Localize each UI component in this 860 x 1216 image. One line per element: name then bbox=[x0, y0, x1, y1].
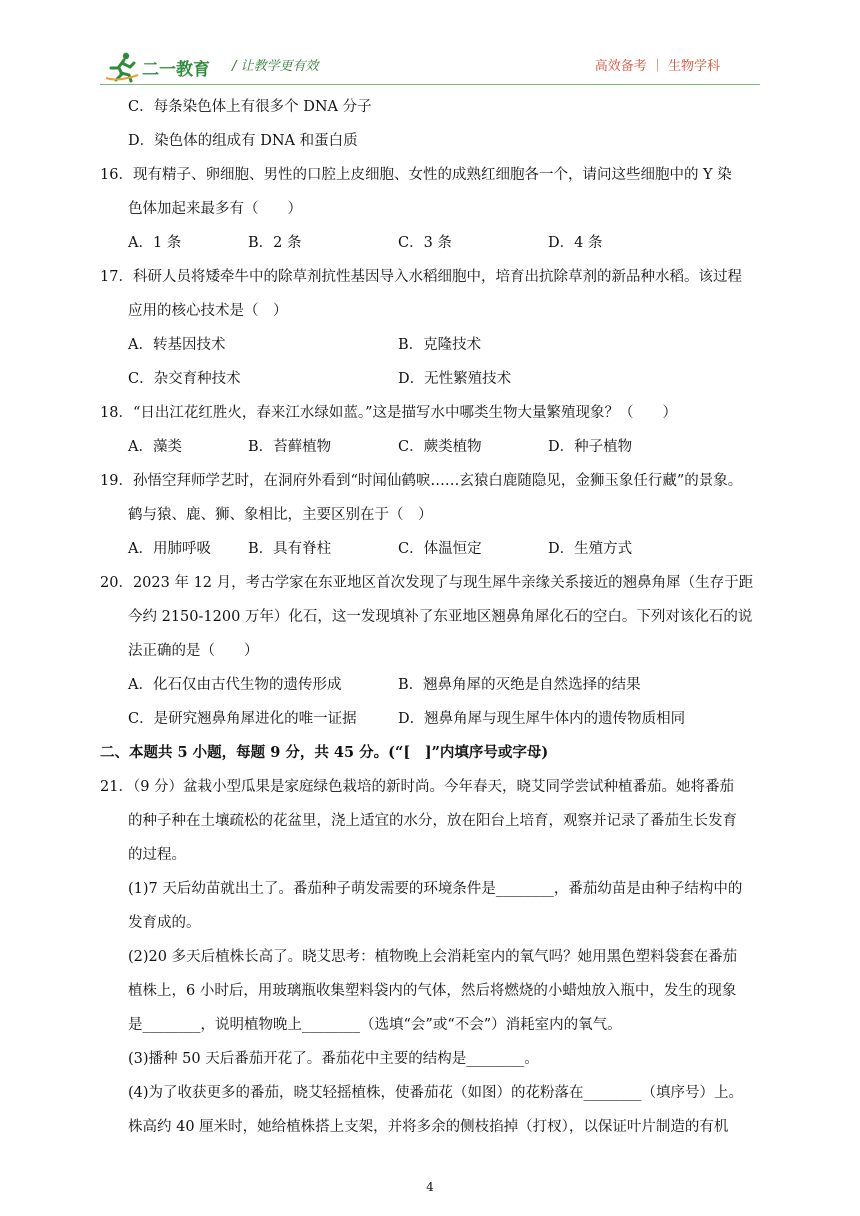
page-number: 4 bbox=[426, 1180, 434, 1194]
q21-sub1-line2: 发育成的。 bbox=[128, 915, 201, 931]
q17-option-a: A．转基因技术 bbox=[128, 337, 226, 353]
q21-sub1-line1: (1)7 天后幼苗就出土了。番茄种子萌发需要的环境条件是________，番茄幼苗是由种子结构中的 bbox=[128, 881, 743, 897]
q17-option-b: B．克隆技术 bbox=[398, 337, 482, 353]
q19-stem-1: 19．孙悟空拜师学艺时，在洞府外看到“时闻仙鹤唳……玄猿白鹿随隐见，金狮玉象任行藏”的景象。 bbox=[100, 473, 743, 489]
q15-option-c: C．每条染色体上有很多个 DNA 分子 bbox=[128, 99, 372, 115]
q17-option-d: D．无性繁殖技术 bbox=[398, 371, 512, 387]
slogan: / 让教学更有效 bbox=[232, 59, 319, 74]
q18-option-b: B．苔藓植物 bbox=[248, 439, 332, 455]
q21-sub4-line1: (4)为了收获更多的番茄，晓艾轻摇植株，使番茄花（如图）的花粉落在________（填序号）上。 bbox=[128, 1085, 744, 1101]
q19-option-a: A．用肺呼吸 bbox=[128, 541, 211, 557]
q21-sub3: (3)播种 50 天后番茄开花了。番茄花中主要的结构是________。 bbox=[128, 1051, 539, 1067]
q21-stem-3: 的过程。 bbox=[128, 847, 186, 863]
q18-stem-1: 18．“日出江花红胜火，春来江水绿如蓝。”这是描写水中哪类生物大量繁殖现象？（ ） bbox=[100, 405, 678, 421]
q21-sub2-line3: 是________，说明植物晚上________（选填“会”或“不会”）消耗室内的氧气。 bbox=[128, 1017, 622, 1033]
logo bbox=[104, 50, 210, 84]
q20-option-d: D．翘鼻角犀与现生犀牛体内的遗传物质相同 bbox=[398, 711, 686, 727]
q20-stem-2: 今约 2150-1200 万年）化石，这一发现填补了东亚地区翘鼻角犀化石的空白。下列对该化石的说 bbox=[128, 609, 753, 625]
q21-stem-2: 的种子种在土壤疏松的花盆里，浇上适宜的水分，放在阳台上培育，观察并记录了番茄生长发育 bbox=[128, 813, 737, 829]
page-header bbox=[100, 48, 760, 88]
section-2-heading: 二、本题共 5 小题，每题 9 分，共 45 分。(“[ ]”内填序号或字母) bbox=[100, 744, 549, 761]
q20-option-a: A．化石仅由古代生物的遗传形成 bbox=[128, 677, 342, 693]
subject-label: 高效备考 ｜ 生物学科 bbox=[594, 59, 720, 74]
q20-option-c: C．是研究翘鼻角犀进化的唯一证据 bbox=[128, 711, 357, 727]
q18-option-a: A．藻类 bbox=[128, 439, 182, 455]
q20-option-b: B．翘鼻角犀的灭绝是自然选择的结果 bbox=[398, 677, 641, 693]
q20-stem-1: 20．2023 年 12 月，考古学家在东亚地区首次发现了与现生犀牛亲缘关系接近的翘鼻角犀（生存于距 bbox=[100, 575, 754, 591]
runner-logo-icon bbox=[104, 51, 140, 83]
q21-sub2-line2: 植株上，6 小时后，用玻璃瓶收集塑料袋内的气体，然后将燃烧的小蜡烛放入瓶中，发生的现象 bbox=[128, 983, 737, 999]
q19-stem-2: 鹤与猿、鹿、狮、象相比，主要区别在于（ ） bbox=[128, 507, 433, 523]
q15-option-d: D．染色体的组成有 DNA 和蛋白质 bbox=[128, 133, 358, 149]
q17-stem-2: 应用的核心技术是（ ） bbox=[128, 303, 288, 319]
q21-stem-1: 21．（9 分）盆栽小型瓜果是家庭绿色栽培的新时尚。今年春天，晓艾同学尝试种植番茄。她将番茄 bbox=[100, 779, 735, 795]
q16-stem-1: 16．现有精子、卵细胞、男性的口腔上皮细胞、女性的成熟红细胞各一个，请问这些细胞中的 Y 染 bbox=[100, 167, 732, 183]
q19-option-b: B．具有脊柱 bbox=[248, 541, 332, 557]
q20-stem-3: 法正确的是（ ） bbox=[128, 643, 259, 659]
logo-text: 二一教育 bbox=[142, 59, 210, 80]
header-divider bbox=[100, 84, 760, 85]
q16-stem-2: 色体加起来最多有（ ） bbox=[128, 201, 302, 217]
q19-option-d: D．生殖方式 bbox=[548, 541, 633, 557]
q16-option-d: D．4 条 bbox=[548, 235, 603, 251]
q17-stem-1: 17．科研人员将矮牵牛中的除草剂抗性基因导入水稻细胞中，培育出抗除草剂的新品种水稻。该过程 bbox=[100, 269, 742, 285]
q19-option-c: C．体温恒定 bbox=[398, 541, 482, 557]
q18-option-c: C．蕨类植物 bbox=[398, 439, 482, 455]
q16-option-b: B．2 条 bbox=[248, 235, 302, 251]
q18-option-d: D．种子植物 bbox=[548, 439, 633, 455]
q17-option-c: C．杂交育种技术 bbox=[128, 371, 241, 387]
q16-option-c: C．3 条 bbox=[398, 235, 452, 251]
q21-sub2-line1: (2)20 多天后植株长高了。晓艾思考：植物晚上会消耗室内的氧气吗？她用黑色塑料袋套在番茄 bbox=[128, 949, 738, 965]
q16-option-a: A．1 条 bbox=[128, 235, 182, 251]
q21-sub4-line2: 株高约 40 厘米时，她给植株搭上支架，并将多余的侧枝掐掉（打杈），以保证叶片制造的有机 bbox=[128, 1119, 729, 1135]
